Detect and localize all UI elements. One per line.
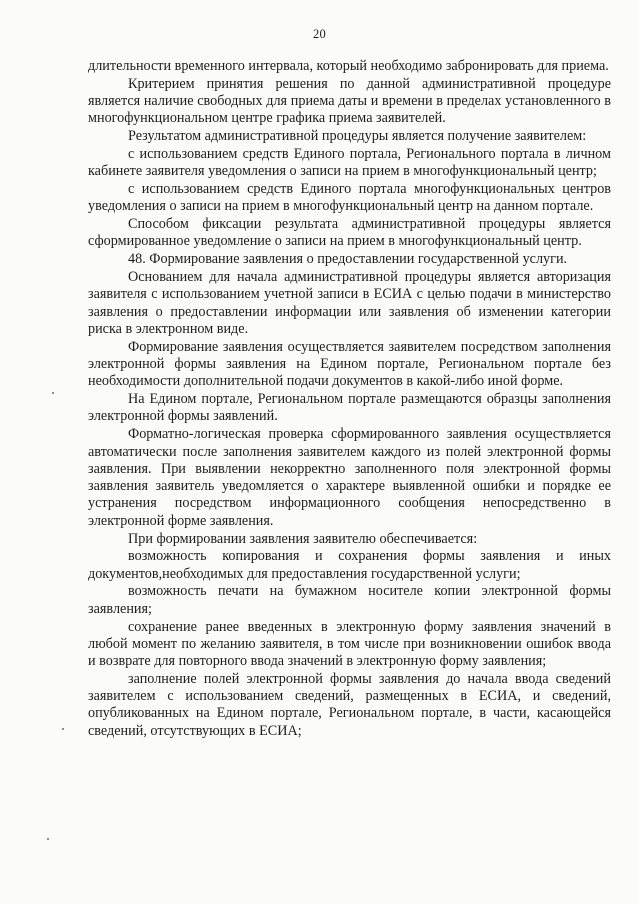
paragraph-procedure-basis: Основанием для начала административной процедуры является авторизация заявителя с использованием учетной записи в ЕСИА с целью подачи в министерство заявления о предоставлении информации или заявления об изменении категории риска в электронном виде. xyxy=(88,269,611,337)
document-body xyxy=(88,58,611,741)
paragraph-form-samples: На Едином портале, Региональном портале размещаются образцы заполнения электронной формы заявлений. xyxy=(88,391,611,425)
list-item-autofill: заполнение полей электронной формы заявления до начала ввода сведений заявителем с использованием сведений, размещенных в ЕСИА, и сведений, опубликованных на Едином портале, Региональном портале, в части, касающейся сведений, отсутствующих в ЕСИА; xyxy=(88,670,611,739)
section-heading-48: 48. Формирование заявления о предоставлении государственной услуги. xyxy=(128,251,568,268)
list-item-copy-save: возможность копирования и сохранения формы заявления и иных документов,необходимых для предоставления государственной услуги; xyxy=(88,548,611,582)
paragraph-provided-features: При формировании заявления заявителю обеспечивается: xyxy=(128,530,478,547)
scan-speck xyxy=(52,392,54,394)
paragraph-result-fixation: Способом фиксации результата административной процедуры является сформированное уведомление о записи на прием в многофункциональный центр. xyxy=(88,216,611,250)
page-number: 20 xyxy=(312,27,327,41)
scan-speck xyxy=(47,838,49,840)
scan-speck xyxy=(62,728,64,730)
paragraph-form-filling: Формирование заявления осуществляется заявителем посредством заполнения электронной формы заявления на Едином портале, Региональном портале без необходимости дополнительной подачи документов в какой-либо иной форме. xyxy=(88,338,611,390)
paragraph-result-mfc-portal: с использованием средств Единого портала многофункциональных центров уведомления о записи на прием в многофункциональный центр на данном портале. xyxy=(88,181,611,215)
paragraph-format-check: Форматно-логическая проверка сформированного заявления осуществляется автоматически после заполнения заявителем каждого из полей электронной формы заявления. При выявлении некорректно заполненного поля электронной формы заявления заявитель уведомляется о характере выявленной ошибки и порядке ее устранения посредством информационного сообщения непосредственно в электронной форме заявления. xyxy=(88,426,611,529)
paragraph-decision-criterion: Критерием принятия решения по данной административной процедуре является наличие свободных для приема даты и времени в пределах установленного в многофункциональном центре графика приема заявителей. xyxy=(88,75,611,127)
paragraph-result-unified-portal: с использованием средств Единого портала, Регионального портала в личном кабинете заявителя уведомления о записи на прием в многофункциональный центр; xyxy=(88,145,611,180)
list-item-save-values: сохранение ранее введенных в электронную форму заявления значений в любой момент по желанию заявителя, в том числе при возникновении ошибок ввода и возврате для повторного ввода значений в электронную форму заявления; xyxy=(88,618,611,670)
paragraph-procedure-result: Результатом административной процедуры является получение заявителем: xyxy=(128,128,587,145)
paragraph-continuation: длительности временного интервала, который необходимо забронировать для приема. xyxy=(88,58,609,74)
list-item-print: возможность печати на бумажном носителе копии электронной формы заявления; xyxy=(88,583,611,617)
